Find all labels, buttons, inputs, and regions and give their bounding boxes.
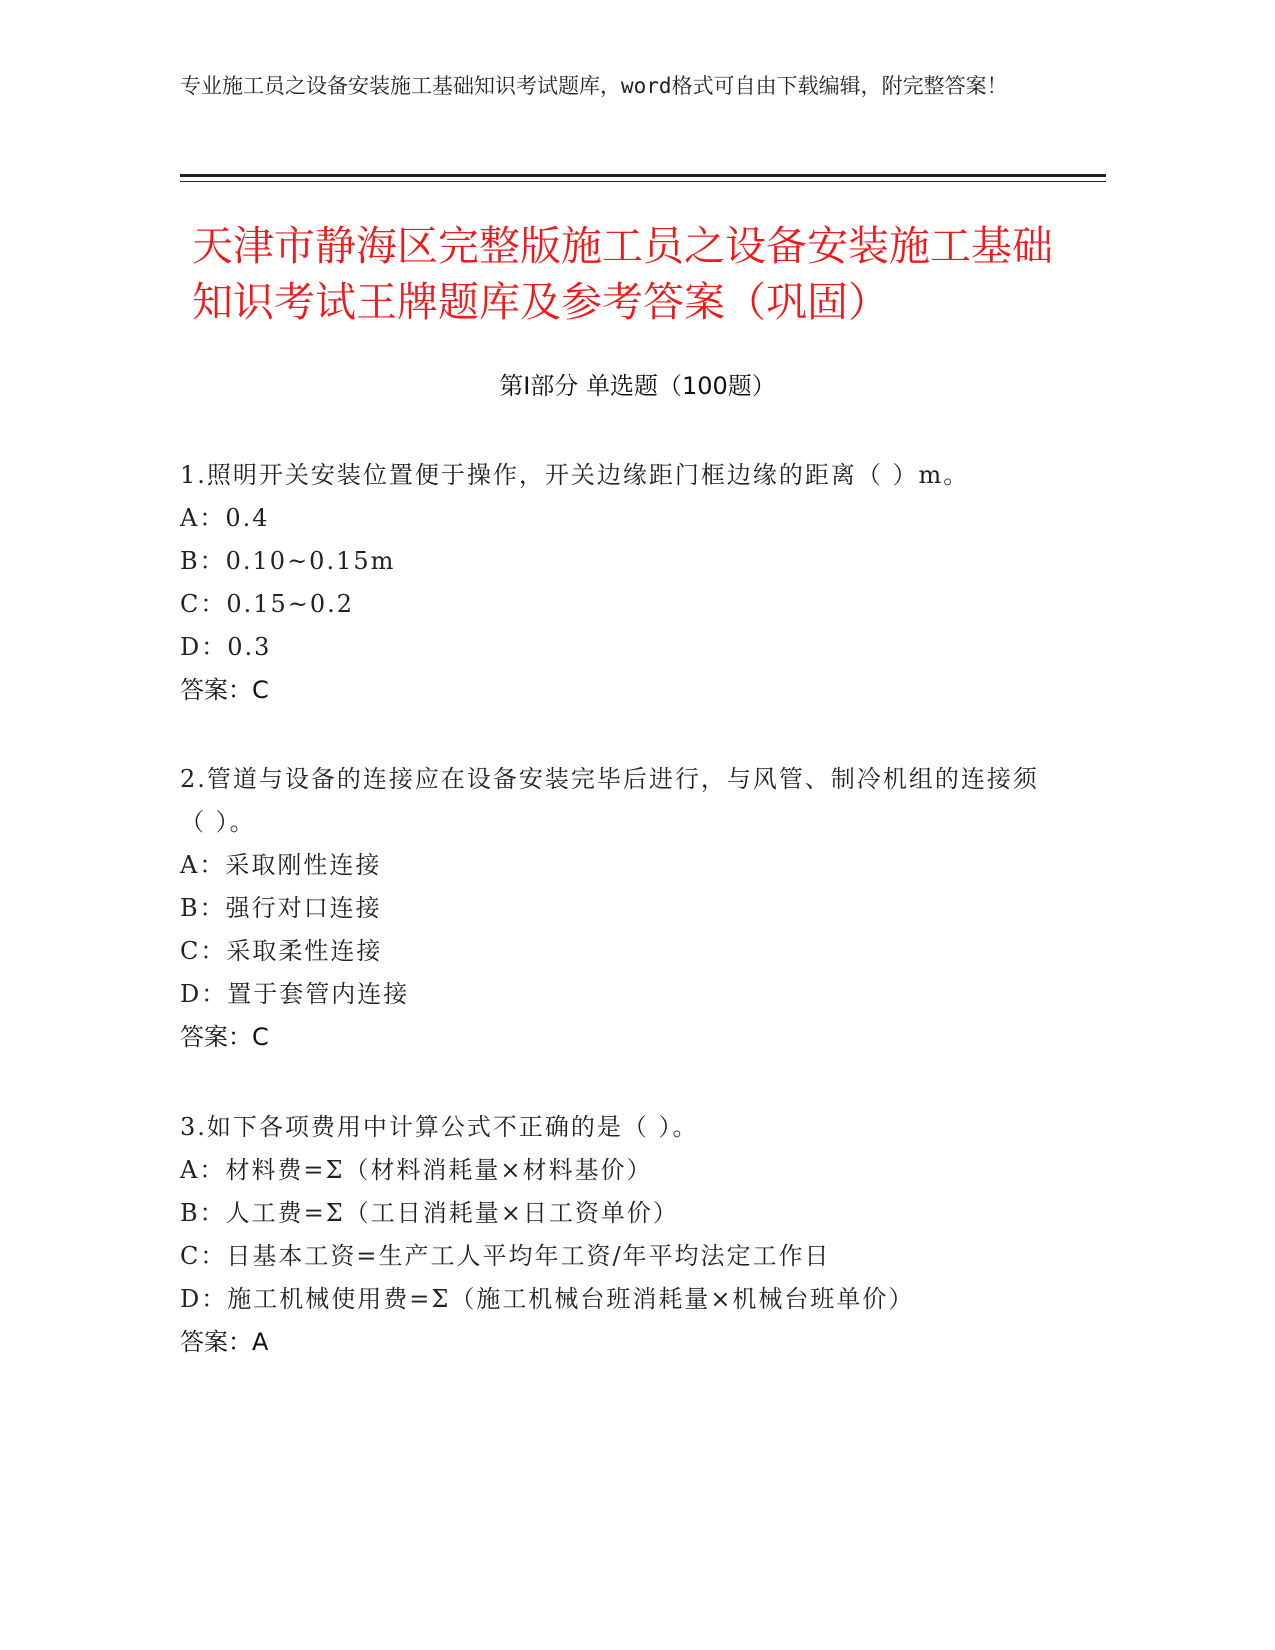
answer-line: 答案：C	[180, 1023, 269, 1051]
option-d: D：0.3	[180, 633, 272, 661]
header-divider-thick	[180, 174, 1106, 177]
option-a: A：材料费=Σ（材料消耗量×材料基价）	[180, 1156, 653, 1184]
option-b: B：0.10~0.15m	[180, 547, 396, 575]
question-1	[180, 454, 1060, 712]
option-b: B：人工费=Σ（工日消耗量×日工资单价）	[180, 1199, 679, 1227]
option-c: C：日基本工资=生产工人平均年工资/年平均法定工作日	[180, 1242, 831, 1270]
header-note: 专业施工员之设备安装施工基础知识考试题库，word格式可自由下载编辑，附完整答案！	[180, 74, 1008, 98]
option-c: C：采取柔性连接	[180, 937, 383, 965]
answer-line: 答案：A	[180, 1328, 269, 1356]
option-a: A：采取刚性连接	[180, 851, 382, 879]
option-d: D：施工机械使用费=Σ（施工机械台班消耗量×机械台班单价）	[180, 1285, 915, 1313]
option-a: A：0.4	[180, 504, 270, 532]
option-b: B：强行对口连接	[180, 894, 382, 922]
section-heading: 第Ⅰ部分 单选题（100题）	[499, 372, 776, 400]
question-stem: 2.管道与设备的连接应在设备安装完毕后进行，与风管、制冷机组的连接须（ ）。	[180, 765, 1039, 836]
document-title: 天津市静海区完整版施工员之设备安装施工基础知识考试王牌题库及参考答案（巩固）	[192, 222, 1053, 326]
question-2	[180, 758, 1060, 1059]
option-c: C：0.15~0.2	[180, 590, 355, 618]
option-d: D：置于套管内连接	[180, 980, 410, 1008]
question-3	[180, 1106, 1060, 1364]
answer-line: 答案：C	[180, 676, 269, 704]
question-stem: 1.照明开关安装位置便于操作，开关边缘距门框边缘的距离（ ）m。	[180, 461, 970, 489]
question-stem: 3.如下各项费用中计算公式不正确的是（ ）。	[180, 1113, 699, 1141]
header-divider-thin	[180, 181, 1106, 182]
